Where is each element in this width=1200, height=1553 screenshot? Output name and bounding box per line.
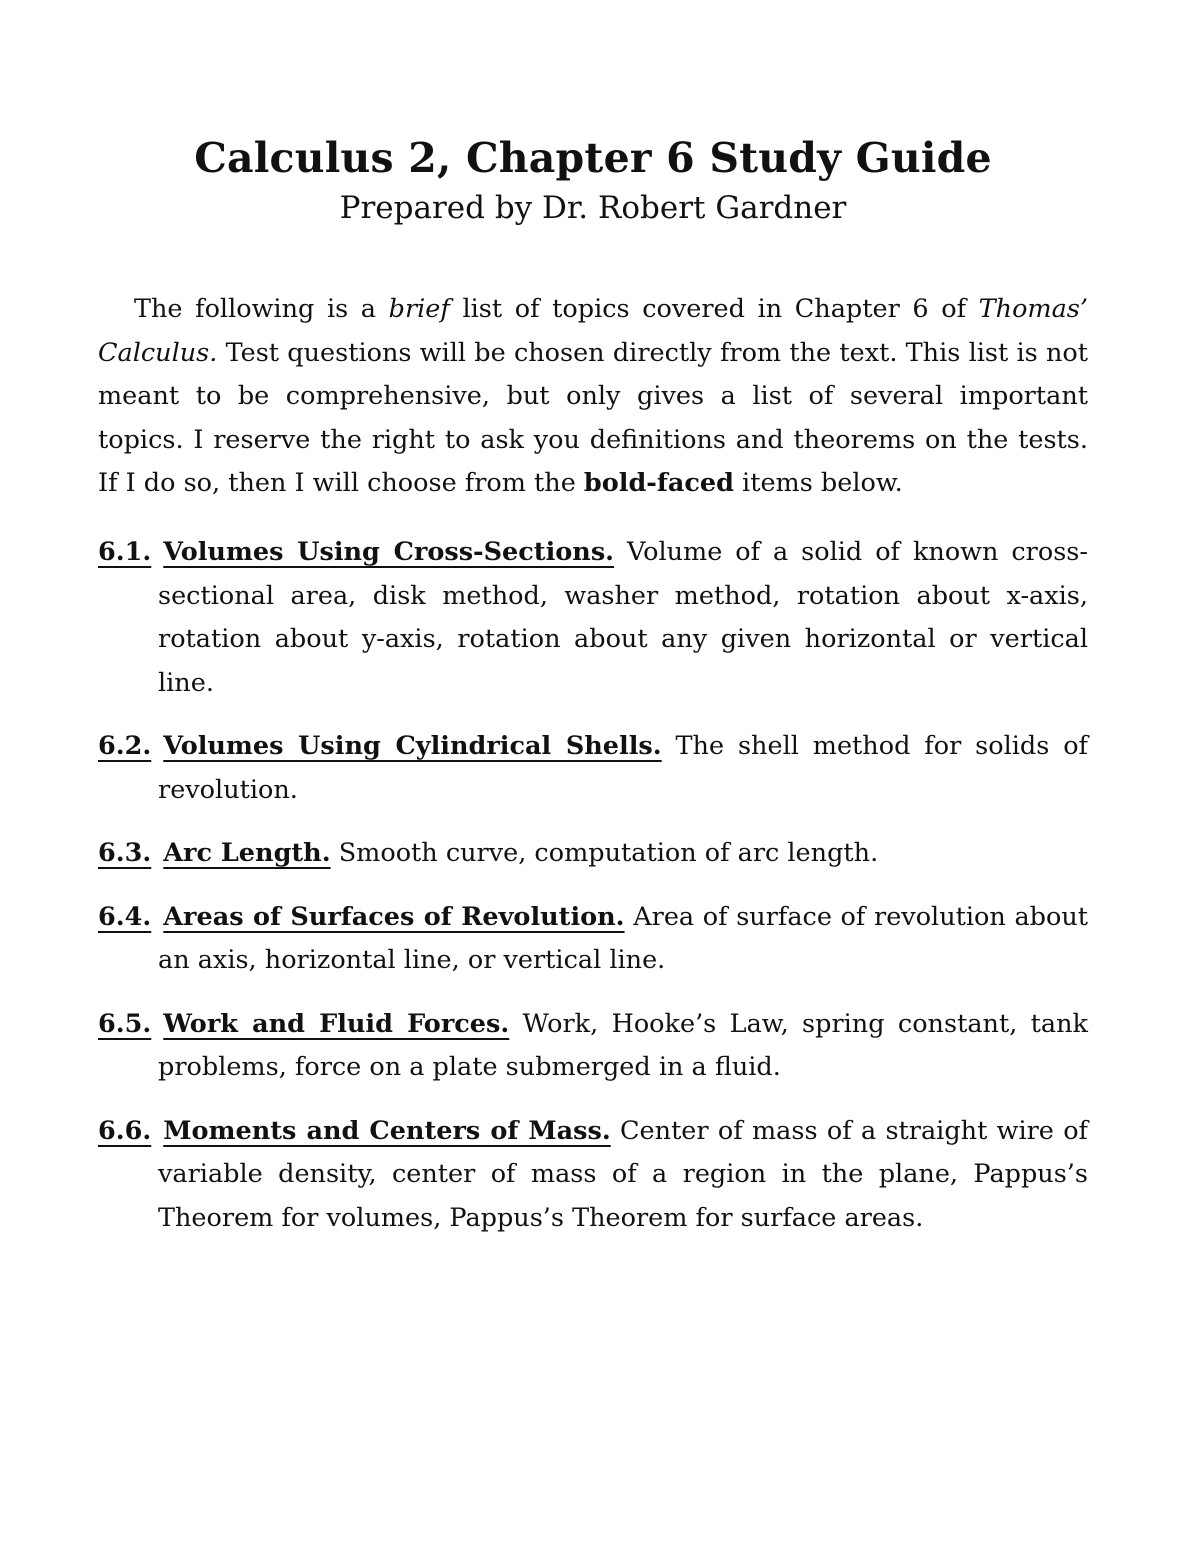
intro-book-title: Thomas’ Calculus. <box>98 294 1088 368</box>
topic-title: Volumes Using Cross-Sections. <box>163 537 615 567</box>
intro-text-2: list of topics covered in Chapter 6 of <box>449 294 979 324</box>
topic-heading <box>98 1116 611 1146</box>
topic-heading <box>98 731 662 761</box>
topic-title: Arc Length. <box>163 838 331 868</box>
topic-number: 6.6. <box>98 1115 152 1146</box>
page-title: Calculus 2, Chapter 6 Study Guide <box>194 134 992 182</box>
topic-item-6-3 <box>98 832 1088 876</box>
topic-title: Work and Fluid Forces. <box>163 1008 510 1039</box>
intro-text-3: Test questions will be chosen directly from the text. This list is not meant to be comprehensive, but only gives a list of several important topics. I reserve the right to ask you definitions and theorems on the tests. If I do so, then I will choose from the <box>98 337 1088 498</box>
topic-item-6-5 <box>98 1003 1088 1090</box>
topic-heading <box>98 537 614 567</box>
intro-boldfaced: bold-faced <box>583 468 734 498</box>
topic-item-6-6 <box>98 1110 1088 1241</box>
topic-description: Center of mass of a straight wire of variable density, center of mass of a region in the plane, Pappus’s Theorem for volumes, Pappus’s Theorem for surface areas. <box>158 1115 1088 1233</box>
topic-description: Area of surface of revolution about an axis, horizontal line, or vertical line. <box>158 901 1088 975</box>
document-page <box>98 130 1088 1260</box>
topic-item-6-2 <box>98 725 1088 812</box>
intro-text-1: The following is a <box>134 294 389 324</box>
topic-item-6-4 <box>98 896 1088 983</box>
intro-text-4: items below. <box>733 468 903 498</box>
topic-number: 6.5. <box>98 1008 152 1039</box>
topic-description: Smooth curve, computation of arc length. <box>330 838 879 868</box>
topic-description: Work, Hooke’s Law, spring constant, tank problems, force on a plate submerged in a fluid. <box>158 1008 1088 1082</box>
topic-heading <box>98 1009 509 1039</box>
intro-brief-emphasis: brief <box>388 294 450 324</box>
page-subtitle: Prepared by Dr. Robert Gardner <box>339 190 847 226</box>
topic-heading <box>98 902 625 932</box>
topic-description: Volume of a solid of known cross-sectional area, disk method, washer method, rotation about x-axis, rotation about y-axis, rotation about any given horizontal or vertical line. <box>158 537 1088 698</box>
topic-title: Volumes Using Cylindrical Shells. <box>163 731 662 761</box>
topic-item-6-1 <box>98 531 1088 705</box>
topic-heading <box>98 838 331 868</box>
intro-paragraph <box>98 288 1088 506</box>
topic-number: 6.4. <box>98 901 152 932</box>
topic-number: 6.1. <box>98 537 152 567</box>
topic-title: Moments and Centers of Mass. <box>163 1115 611 1146</box>
topic-description: The shell method for solids of revolution. <box>158 731 1088 805</box>
topic-number: 6.2. <box>98 731 152 761</box>
topic-title: Areas of Surfaces of Revolution. <box>163 901 625 932</box>
topic-number: 6.3. <box>98 838 152 868</box>
topic-list <box>98 531 1088 1240</box>
